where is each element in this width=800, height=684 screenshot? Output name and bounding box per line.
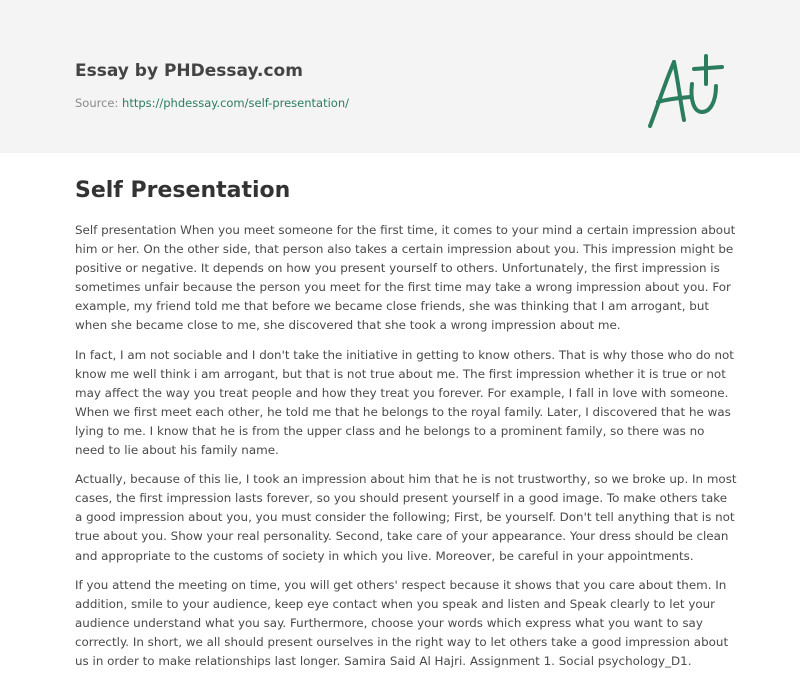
a-plus-logo-icon — [640, 50, 735, 135]
page-header — [0, 0, 800, 153]
site-title: Essay by PHDessay.com — [75, 61, 303, 81]
essay-paragraph: Self presentation When you meet someone for the first time, it comes to your mind a certain impression about him or her. On the other side, that person also takes a certain impression about you. This impression might be positive or negative. It depends on how you present yourself to others. Unfortunately, the first impression is sometimes unfair because the person you meet for the first time may take a wrong impression about you. For example, my friend told me that before we became close friends, she was thinking that I am arrogant, but when she became close to me, she discovered that she took a wrong impression about me. — [75, 223, 736, 333]
essay-paragraph: In fact, I am not sociable and I don't take the initiative in getting to know others. That is why those who do not know me well think i am arrogant, but that is not true about me. The first impression whether it is true or not may affect the way you treat people and how they treat you forever. For example, I fall in love with someone. When we first meet each other, he told me that he belongs to the royal family. Later, I discovered that he was lying to me. I know that he is from the upper class and he belongs to a prominent family, so there was no need to lie about his family name. — [75, 347, 734, 458]
source-line — [75, 95, 349, 111]
essay-body — [75, 221, 737, 681]
essay-paragraph: If you attend the meeting on time, you will get others' respect because it shows that you care about them. In addition, smile to your audience, keep eye contact when you speak and listen and Speak clearly to let your audience understand what you say. Furthermore, choose your words which express what you want to say correctly. In short, we all should present ourselves in the right way to let others take a good impression about us in order to make relationships last longer. Samira Said Al Hajri. Assignment 1. Social psychology_D1. — [75, 577, 729, 668]
source-label: Source: — [75, 96, 123, 110]
essay-title: Self Presentation — [75, 178, 291, 203]
essay-paragraph: Actually, because of this lie, I took an impression about him that he is not trustworthy, so we broke up. In most cases, the first impression lasts forever, so you should present yourself in a good image. To make others take a good impression about you, you must consider the following; First, be yourself. Don't tell anything that is not true about you. Show your real personality. Second, take care of your appearance. Your dress should be clean and appropriate to the customs of society in which you live. Moreover, be careful in your appointments. — [75, 472, 737, 563]
source-link[interactable]: https://phdessay.com/self-presentation/ — [122, 96, 349, 110]
